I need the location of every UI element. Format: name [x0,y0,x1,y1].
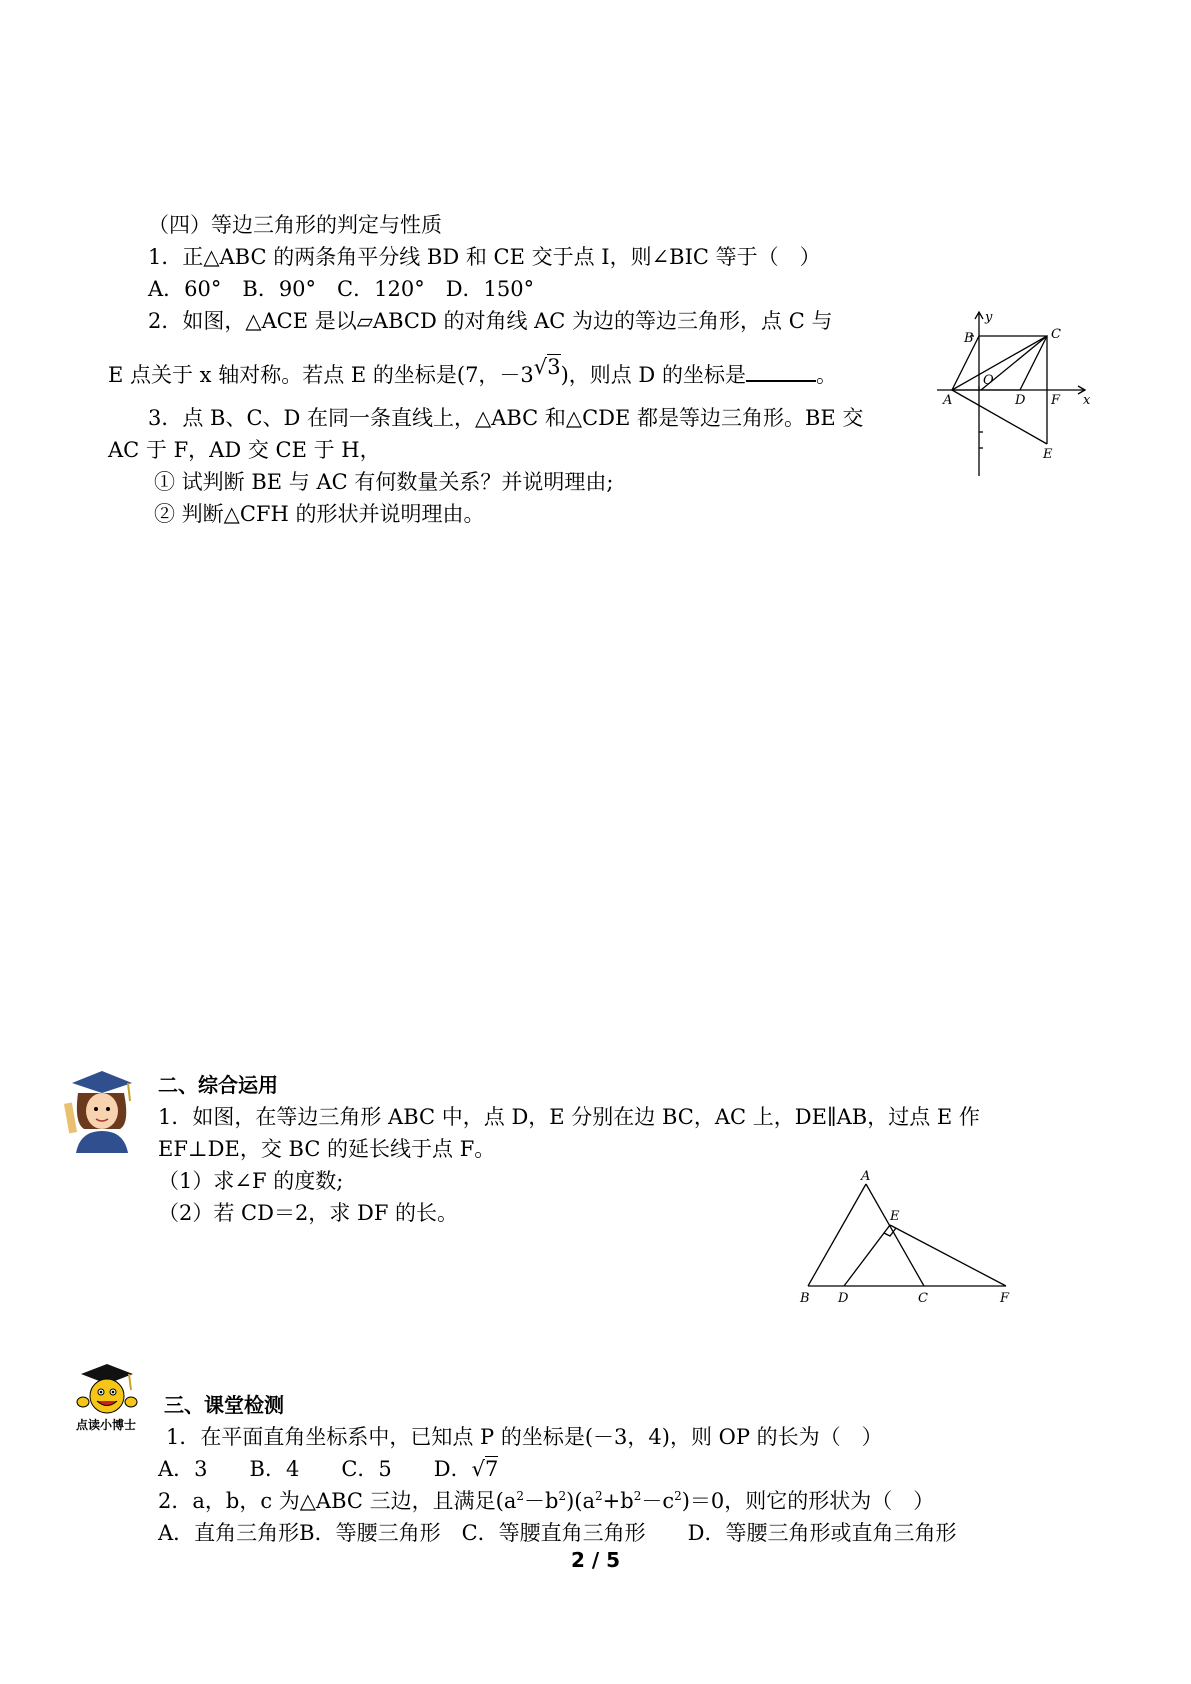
label-f: F [1051,393,1061,408]
question-2-line2 [108,355,837,388]
mascot-caption: 点读小博士 [75,1418,137,1432]
label-x: x [1083,393,1091,408]
question-1-options: A．60° B．90° C．120° D．150° [148,277,535,301]
sqrt-expression: √3 [533,355,561,379]
coordinate-figure [935,308,1095,478]
question-3-item1: ① 试判断 BE 与 AC 有何数量关系？并说明理由; [154,470,614,494]
label-d: D [1015,393,1026,408]
label-d: D [838,1291,849,1306]
q2-text-a: E 点关于 x 轴对称。若点 E 的坐标是(7，－3 [108,363,534,387]
label-a: A [861,1169,871,1184]
sqrt-seven: √7 [471,1457,499,1481]
page-number: 2 / 5 [570,1548,621,1572]
question-2-line1: 2．如图，△ACE 是以▱ABCD 的对角线 AC 为边的等边三角形，点 C 与 [148,309,833,333]
dot-reader-mascot-icon [65,1362,147,1432]
comprehensive-q1-sub2: （2）若 CD＝2，求 DF 的长。 [158,1201,459,1225]
test-q1-options [158,1456,498,1482]
question-3-line1: 3．点 B、C、D 在同一条直线上，△ABC 和△CDE 都是等边三角形。BE 交 [148,406,864,430]
test-q1: 1．在平面直角坐标系中，已知点 P 的坐标是(－3，4)，则 OP 的长为（ ） [166,1425,883,1449]
question-1: 1．正△ABC 的两条角平分线 BD 和 CE 交于点 I，则∠BIC 等于（ ） [148,245,821,269]
side-ac [866,1184,924,1286]
label-y: y [985,310,993,325]
label-c: C [1051,327,1061,342]
question-3-line2: AC 于 F，AD 交 CE 于 H， [108,438,381,462]
test-q2-options: A．直角三角形B．等腰三角形 C．等腰直角三角形 D．等腰三角形或直角三角形 [158,1521,957,1545]
q2-text-b: )，则点 D 的坐标是 [560,363,746,387]
label-o: O [983,373,994,388]
side-ae [952,390,1047,444]
section-title: （四）等边三角形的判定与性质 [148,213,442,237]
doctor-mascot-icon [60,1065,138,1153]
comprehensive-q1-line1: 1．如图，在等边三角形 ABC 中，点 D，E 分别在边 BC，AC 上，DE∥AB，过点 E 作 [158,1105,980,1129]
triangle-figure [798,1168,1018,1308]
test-q2: 2．a，b，c 为△ABC 三边，且满足$(a^2-b^2)(a^2+b^2-c^2)=0$，则它的形状为（ ） [158,1489,935,1513]
section-heading-comprehensive: 二、综合运用 [158,1073,278,1097]
section-heading-class-test: 三、课堂检测 [164,1393,284,1417]
q2-text-end: 。 [815,363,837,387]
comprehensive-q1-line2: EF⊥DE，交 BC 的延长线于点 F。 [158,1137,496,1161]
label-b: B [964,331,974,346]
answer-blank[interactable] [746,360,816,382]
side-ab [808,1184,866,1286]
label-e: E [1043,447,1053,462]
segment-de [844,1225,890,1286]
label-b: B [800,1291,810,1306]
label-c: C [918,1291,928,1306]
label-f: F [1000,1291,1010,1306]
question-3-item2: ② 判断△CFH 的形状并说明理由。 [154,502,485,526]
comprehensive-q1-sub1: （1）求∠F 的度数; [158,1169,344,1193]
q1-options-text: A．3 B．4 C．5 D． [158,1457,472,1481]
label-e: E [890,1209,900,1224]
label-a: A [943,393,953,408]
